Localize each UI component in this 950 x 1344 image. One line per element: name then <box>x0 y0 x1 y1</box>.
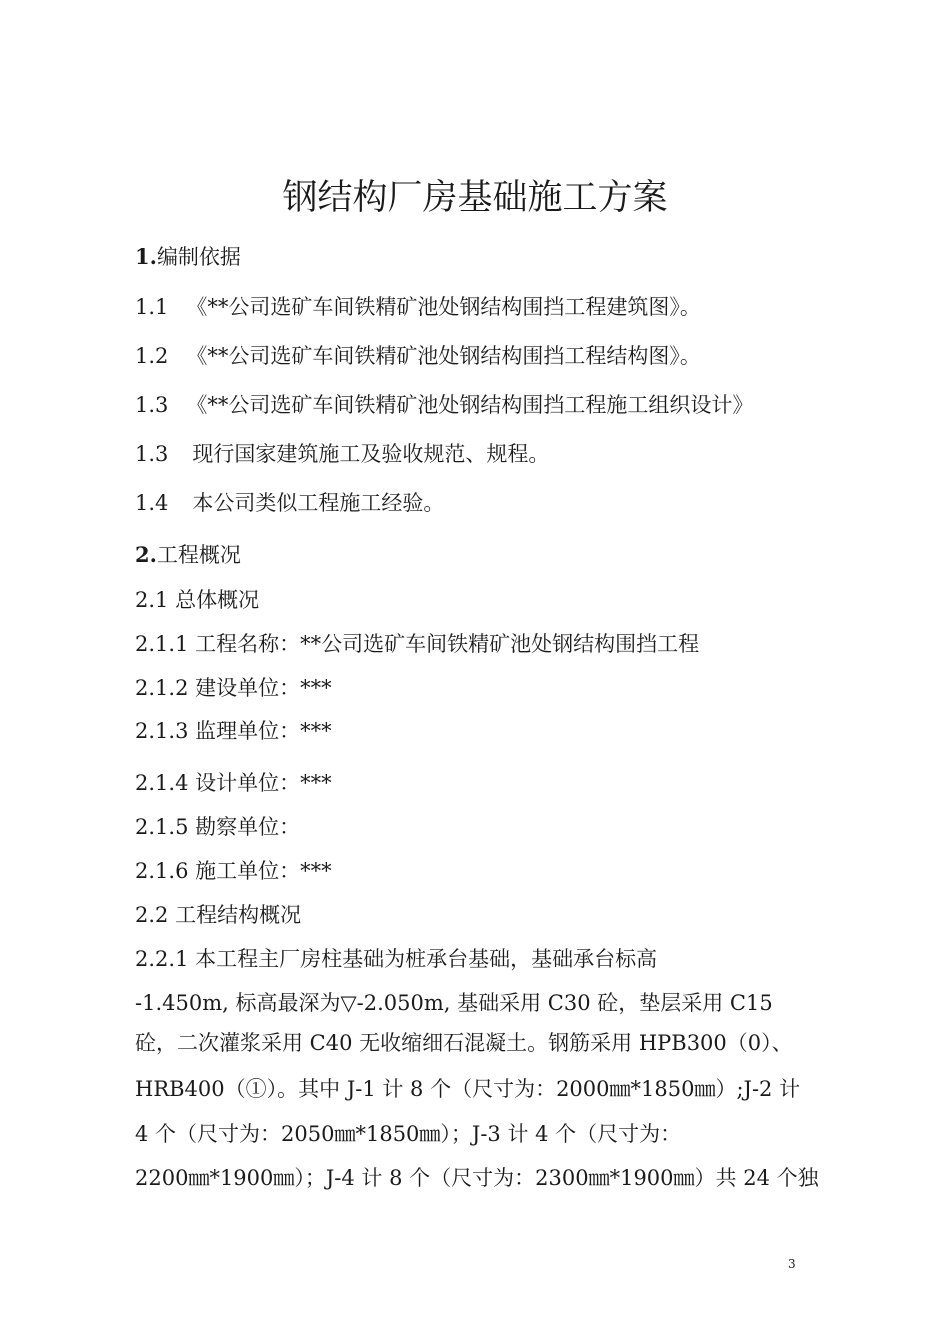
section-2-number: 2. <box>135 542 157 567</box>
section-1-title: 编制依据 <box>156 245 241 269</box>
item-2-1-3: 2.1.3 监理单位：*** <box>135 719 332 743</box>
section-2-title: 工程概况 <box>156 543 241 567</box>
list-item <box>135 341 701 371</box>
item-text: 《**公司选矿车间铁精矿池处钢结构围挡工程结构图》。 <box>186 344 701 368</box>
section-1-heading <box>135 242 241 272</box>
item-number: 1.3 <box>135 393 169 417</box>
paragraph-line: 4 个（尺寸为：2050㎜*1850㎜）；J-3 计 4 个（尺寸为： <box>135 1122 682 1146</box>
section-2-heading <box>135 540 241 570</box>
subsection-2-1: 2.1 总体概况 <box>135 588 260 612</box>
item-2-1-2: 2.1.2 建设单位：*** <box>135 676 332 700</box>
item-number: 1.1 <box>135 295 169 319</box>
item-2-1-6: 2.1.6 施工单位：*** <box>135 859 332 883</box>
paragraph-line: 2200㎜*1900㎜）；J-4 计 8 个（尺寸为：2300㎜*1900㎜）共 24 个独 <box>135 1166 819 1190</box>
item-number: 1.2 <box>135 344 169 368</box>
list-item <box>135 439 549 469</box>
subsection-2-2: 2.2 工程结构概况 <box>135 903 302 927</box>
item-2-1-4: 2.1.4 设计单位：*** <box>135 771 332 795</box>
item-text: 《**公司选矿车间铁精矿池处钢结构围挡工程建筑图》。 <box>186 295 701 319</box>
section-1-number: 1. <box>135 244 157 269</box>
item-2-1-1: 2.1.1 工程名称：**公司选矿车间铁精矿池处钢结构围挡工程 <box>135 632 700 656</box>
paragraph-line: HRB400（①）。其中 J-1 计 8 个（尺寸为：2000㎜*1850㎜）;J-2 计 <box>135 1077 801 1101</box>
paragraph-line: 2.2.1 本工程主厂房柱基础为桩承台基础，基础承台标高 <box>135 947 658 971</box>
list-item <box>135 488 444 518</box>
paragraph-line: -1.450m, 标高最深为▽-2.050m, 基础采用 C30 砼，垫层采用 C15 <box>135 991 773 1015</box>
list-item <box>135 390 753 420</box>
item-number: 1.4 <box>135 491 169 515</box>
item-text: 现行国家建筑施工及验收规范、规程。 <box>192 442 550 466</box>
page-number: 3 <box>788 1257 796 1271</box>
paragraph-line: 砼，二次灌浆采用 C40 无收缩细石混凝土。钢筋采用 HPB300（0）、 <box>135 1031 793 1055</box>
item-text: 本公司类似工程施工经验。 <box>192 491 445 515</box>
item-number: 1.3 <box>135 442 169 466</box>
list-item <box>135 292 701 322</box>
item-text: 《**公司选矿车间铁精矿池处钢结构围挡工程施工组织设计》 <box>186 393 754 417</box>
item-2-1-5: 2.1.5 勘察单位： <box>135 815 301 839</box>
page-title: 钢结构厂房基础施工方案 <box>282 178 668 218</box>
